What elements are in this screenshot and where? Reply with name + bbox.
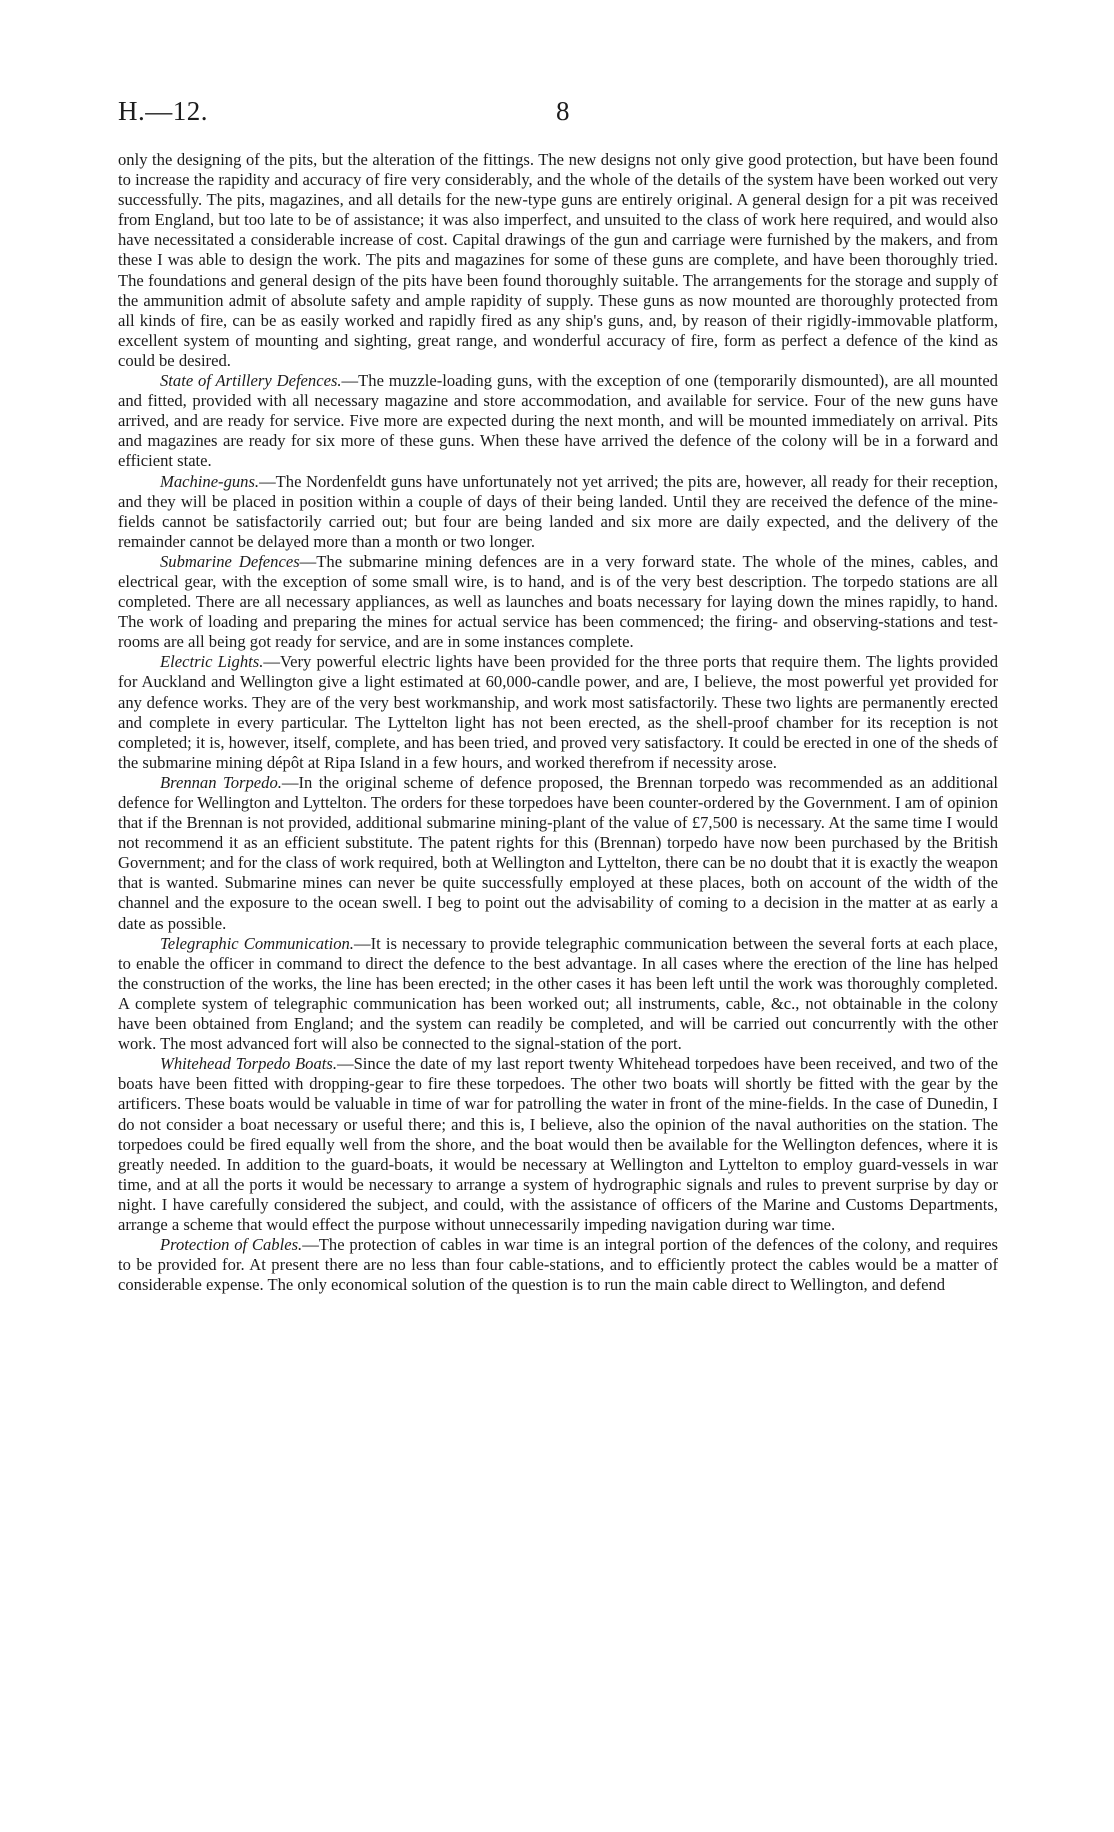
section-text: —The Nordenfeldt guns have unfortunately not yet arrived; the pits are, however, all ready for their reception, and they will be placed in position within a couple of days of their being landed. Until they are received the defence of the mine-fields cannot be satisfactorily carried out; but four are being landed and six more are daily expected, and the delivery of the remainder cannot be delayed more than a month or two longer. [118, 471, 998, 551]
section-submarine-defences [118, 552, 998, 652]
section-machine-guns [118, 472, 998, 552]
section-text: —The submarine mining defences are in a very forward state. The whole of the mines, cables, and electrical gear, with the exception of some small wire, is to hand, and is of the very best description. The torpedo stations are all completed. There are all necessary appliances, as well as launches and boats necessary for laying down the mines rapidly, to hand. The work of loading and preparing the mines for actual service has been commenced; the firing- and observing-stations and test-rooms are all being got ready for service, and are in some instances complete. [118, 551, 998, 652]
document-reference: H.—12. [118, 96, 208, 126]
section-protection-of-cables [118, 1235, 998, 1295]
section-heading: Whitehead Torpedo Boats. [160, 1054, 337, 1074]
section-heading: Electric Lights. [160, 652, 264, 672]
section-heading: State of Artillery Defences. [160, 371, 342, 391]
section-heading: Machine-guns. [160, 471, 260, 491]
intro-paragraph: only the designing of the pits, but the alteration of the fittings. The new designs not only give good protection, but have been found to increase the rapidity and accuracy of fire very considerably, and the whole of the details of the system have been worked out very successfully. The pits, magazines, and all details for the new-type guns are entirely original. A general design for a pit was received from England, but too late to be of assistance; it was also imperfect, and unsuited to the class of work here required, and would also have necessitated a considerable increase of cost. Capital drawings of the gun and carriage were furnished by the makers, and from these I was able to design the work. The pits and magazines for some of these guns are complete, and have been thoroughly tried. The foundations and general design of the pits have been found thoroughly suitable. The arrangements for the storage and supply of the ammunition admit of absolute safety and ample rapidity of supply. These guns as now mounted are thoroughly protected from all kinds of fire, can be as easily worked and rapidly fired as any ship's guns, and, by reason of their rigidly-immovable platform, excellent system of mounting and sighting, great range, and wonderful accuracy of fire, form as perfect a defence of the kind as could be desired. [118, 150, 998, 370]
section-heading: Brennan Torpedo. [160, 772, 282, 792]
section-artillery-defences [118, 371, 998, 471]
section-whitehead-torpedo-boats [118, 1054, 998, 1235]
page-number: 8 [556, 96, 570, 126]
section-text: —Since the date of my last report twenty Whitehead torpedoes have been received, and two of the boats have been fitted with dropping-gear to fire these torpedoes. The other two boats will shortly be fitted with the gear by the artificers. These boats would be valuable in time of war for patrolling the water in front of the mine-fields. In the case of Dunedin, I do not consider a boat necessary or useful there; and this is, I believe, also the opinion of the naval authorities on the station. The torpedoes could be fired equally well from the shore, and the boat would then be available for the Wellington defences, where it is greatly needed. In addition to the guard-boats, it would be necessary at Wellington and Lyttelton to employ guard-vessels in war time, and at all the ports it would be necessary to arrange a system of hydrographic signals and rules to prevent surprise by day or night. I have carefully considered the subject, and could, with the assistance of officers of the Marine and Customs Departments, arrange a scheme that would effect the purpose without unnecessarily impeding navigation during war time. [118, 1054, 999, 1234]
report-body [118, 150, 998, 1295]
section-text: —In the original scheme of defence proposed, the Brennan torpedo was recommended as an additional defence for Wellington and Lyttelton. The orders for these torpedoes have been counter-ordered by the Government. I am of opinion that if the Brennan is not provided, additional submarine mining-plant of the value of £7,500 is necessary. At the same time I would not recommend it as an efficient substitute. The patent rights for this (Brennan) torpedo have now been purchased by the British Government; and for the class of work required, both at Wellington and Lyttelton, there can be no doubt that it is exactly the weapon that is wanted. Submarine mines can never be quite successfully employed at these places, both on account of the width of the channel and the exposure to the ocean swell. I beg to point out the advisability of coming to a decision in the matter at as early a date as possible. [118, 772, 998, 933]
section-electric-lights [118, 652, 998, 773]
section-heading: Telegraphic Communication. [160, 933, 354, 953]
page-header [118, 96, 994, 128]
section-brennan-torpedo [118, 773, 998, 934]
section-text: —The protection of cables in war time is an integral portion of the defences of the colony, and requires to be provided for. At present there are no less than four cable-stations, and to efficiently protect the cables would be a matter of considerable expense. The only economical solution of the question is to run the main cable direct to Wellington, and defend [118, 1235, 998, 1295]
section-text: —The muzzle-loading guns, with the exception of one (temporarily dismounted), are all mounted and fitted, provided with all necessary magazine and store accommodation, and available for service. Four of the new guns have arrived, and are ready for service. Five more are expected during the next month, and will be mounted immediately on arrival. Pits and magazines are ready for six more of these guns. When these have arrived the defence of the colony will be in a forward and efficient state. [118, 371, 998, 471]
section-heading: Protection of Cables. [160, 1235, 303, 1255]
section-telegraphic-communication [118, 934, 998, 1055]
section-text: —Very powerful electric lights have been provided for the three ports that require them. The lights provided for Auckland and Wellington give a light estimated at 60,000-candle power, and are, I believe, the most powerful yet provided for any defence works. They are of the very best workmanship, and work most satisfactorily. These two lights are permanently erected and complete in every particular. The Lyttelton light has not been erected, as the shell-proof chamber for its reception is not completed; it is, however, itself, complete, and has been tried, and proved very satisfactory. It could be erected in one of the sheds of the submarine mining dépôt at Ripa Island in a few hours, and worked therefrom if necessity arose. [118, 652, 998, 772]
section-text: —It is necessary to provide telegraphic communication between the several forts at each place, to enable the officer in command to direct the defence to the best advantage. In all cases where the erection of the line has helped the construction of the works, the line has been erected; in the other cases it has been left until the work was thoroughly completed. A complete system of telegraphic communication has been worked out; all instruments, cable, &c., not obtainable in the colony have been obtained from England; and the system can readily be completed, and will be carried out concurrently with the other work. The most advanced fort will also be connected to the signal-station of the port. [118, 933, 998, 1054]
section-heading: Submarine Defences [160, 551, 300, 571]
